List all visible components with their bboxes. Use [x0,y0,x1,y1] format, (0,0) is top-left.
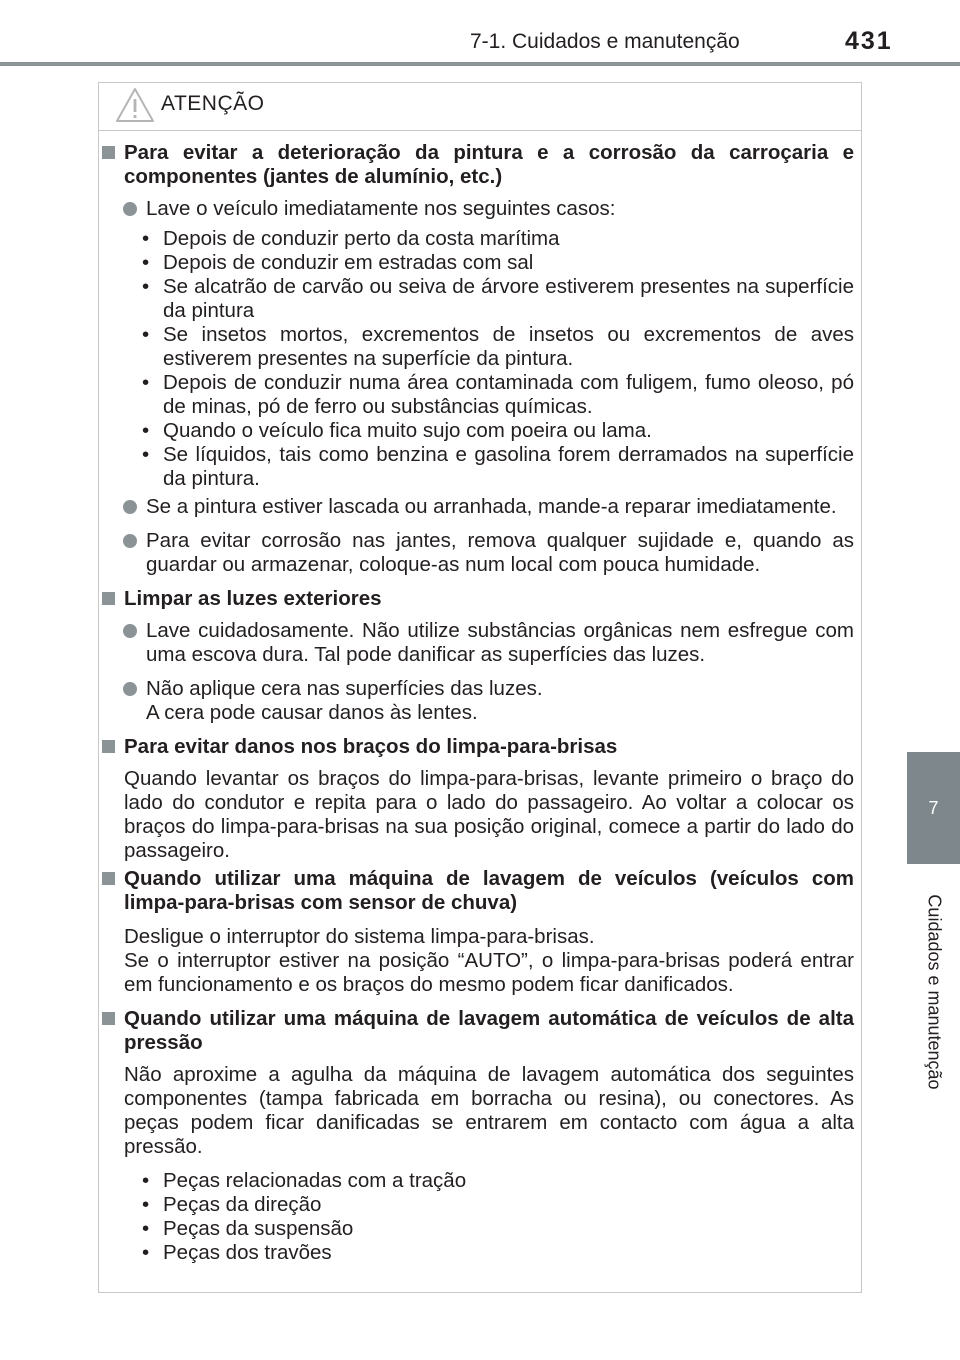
list-item: • Peças da suspensão [102,1217,854,1241]
circle-bullet-icon [123,534,137,548]
square-bullet-icon [102,872,115,885]
circle-item: Não aplique cera nas superfícies das luzes. A cera pode causar danos às lentes. [102,677,854,725]
paragraph: Quando levantar os braços do limpa-para-brisas, levante primeiro o braço do lado do condutor e repita para o lado do passageiro. Ao voltar a colocar os braços do limpa-para-brisas na sua posição original, comece a partir do lado do passageiro. [124,767,854,862]
square-bullet-icon [102,1012,115,1025]
chapter-title: Cuidados e manutenção [924,894,944,1090]
warning-header [99,83,861,131]
list-item: • Quando o veículo fica muito sujo com poeira ou lama. [102,419,854,443]
square-bullet-icon [102,740,115,753]
section-title: 7-1. Cuidados e manutenção [470,30,740,53]
list-item: • Se alcatrão de carvão ou seiva de árvore estiverem presentes na superfície da pintura [102,275,854,323]
bullet-list [102,227,854,491]
list-item: • Depois de conduzir perto da costa marítima [102,227,854,251]
circle-bullet-icon [123,500,137,514]
circle-bullet-icon [123,624,137,638]
circle-bullet-icon [123,202,137,216]
list-item: • Depois de conduzir em estradas com sal [102,251,854,275]
section-heading: Para evitar danos nos braços do limpa-para-brisas [102,735,854,759]
list-item: • Se líquidos, tais como benzina e gasolina forem derramados na superfície da pintura. [102,443,854,491]
circle-item: Lave cuidadosamente. Não utilize substâncias orgânicas nem esfregue com uma escova dura. Tal pode danificar as superfícies das luzes. [102,619,854,667]
list-item: • Peças da direção [102,1193,854,1217]
section-heading: Limpar as luzes exteriores [102,587,854,611]
section-heading: Para evitar a deterioração da pintura e a corrosão da carroçaria e componentes (jantes de alumínio, etc.) [102,141,854,189]
page-number: 431 [845,27,893,55]
warning-title: ATENÇÃO [161,92,265,115]
chapter-caption [907,872,960,1112]
section-heading: Quando utilizar uma máquina de lavagem automática de veículos de alta pressão [102,1007,854,1055]
chapter-number: 7 [928,797,939,818]
paragraph: Não aproxime a agulha da máquina de lavagem automática dos seguintes componentes (tampa fabricada em borracha ou resina), ou conectores. As peças podem ficar danificadas se entrarem em contacto com água a alta pressão. [124,1063,854,1158]
header-rule [0,62,960,66]
circle-item: Para evitar corrosão nas jantes, remova qualquer sujidade e, quando as guardar ou armazenar, coloque-as num local com pouca humidade. [102,529,854,577]
list-item: • Peças dos travões [102,1241,854,1265]
list-item: • Depois de conduzir numa área contaminada com fuligem, fumo oleoso, pó de minas, pó de ferro ou substâncias químicas. [102,371,854,419]
warning-triangle-icon [115,87,155,123]
bullet-list [102,1169,854,1265]
warning-content [102,141,854,1265]
section-heading: Quando utilizar uma máquina de lavagem de veículos (veículos com limpa-para-brisas com sensor de chuva) [102,867,854,915]
circle-item: Se a pintura estiver lascada ou arranhada, mande-a reparar imediatamente. [102,495,854,519]
list-item: • Peças relacionadas com a tração [102,1169,854,1193]
square-bullet-icon [102,146,115,159]
paragraph: Desligue o interruptor do sistema limpa-para-brisas. Se o interruptor estiver na posição “AUTO”, o limpa-para-brisas poderá entrar em funcionamento e os braços do mesmo podem ficar danificados. [124,925,854,996]
chapter-tab [907,752,960,864]
circle-bullet-icon [123,682,137,696]
circle-item: Lave o veículo imediatamente nos seguintes casos: [102,197,854,221]
list-item: • Se insetos mortos, excrementos de insetos ou excrementos de aves estiverem presentes na superfície da pintura. [102,323,854,371]
square-bullet-icon [102,592,115,605]
